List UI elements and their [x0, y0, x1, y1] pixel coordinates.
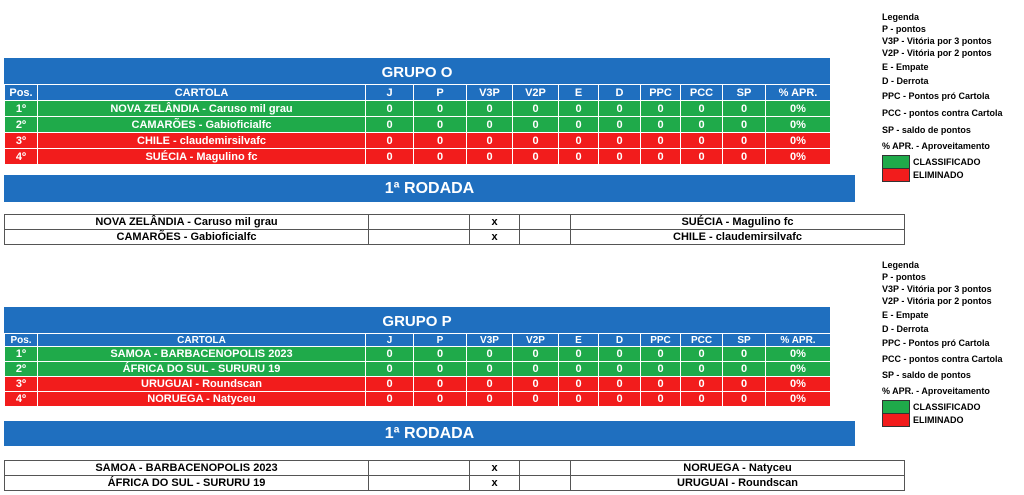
row-p: 0 — [414, 101, 467, 117]
row-p: 0 — [414, 347, 467, 362]
row-apr: 0% — [766, 149, 831, 165]
row-sp: 0 — [723, 362, 766, 377]
table-row — [5, 362, 831, 377]
row-sp: 0 — [723, 149, 766, 165]
table-row — [5, 347, 831, 362]
row-pos: 3º — [5, 377, 38, 392]
matches-table — [4, 214, 905, 245]
match-away: URUGUAI - Roundscan — [571, 476, 905, 491]
row-pos: 2º — [5, 117, 38, 133]
row-apr: 0% — [766, 347, 831, 362]
legend-item: V3P - Vitória por 3 pontos — [882, 36, 992, 46]
col-ppc: PPC — [641, 85, 681, 101]
legend-item: D - Derrota — [882, 324, 929, 334]
row-j: 0 — [366, 392, 414, 407]
row-p: 0 — [414, 149, 467, 165]
row-ppc: 0 — [641, 377, 681, 392]
row-v2p: 0 — [513, 149, 559, 165]
row-pcc: 0 — [681, 392, 723, 407]
row-pcc: 0 — [681, 377, 723, 392]
table-header-row — [5, 334, 831, 347]
row-v2p: 0 — [513, 133, 559, 149]
match-home: SAMOA - BARBACENOPOLIS 2023 — [5, 461, 369, 476]
row-cartola: SUÉCIA - Magulino fc — [38, 149, 366, 165]
group-o-standings — [4, 58, 830, 165]
group-title: GRUPO O — [4, 58, 830, 84]
col-e: E — [559, 85, 599, 101]
eliminated-swatch — [882, 413, 910, 427]
row-v2p: 0 — [513, 392, 559, 407]
row-pcc: 0 — [681, 133, 723, 149]
row-ppc: 0 — [641, 117, 681, 133]
row-cartola: URUGUAI - Roundscan — [38, 377, 366, 392]
row-pcc: 0 — [681, 149, 723, 165]
legend-item: PPC - Pontos pró Cartola — [882, 91, 990, 101]
match-vs: x — [470, 461, 520, 476]
row-d: 0 — [599, 377, 641, 392]
col-cartola: CARTOLA — [38, 85, 366, 101]
row-cartola: CAMARÕES - Gabioficialfc — [38, 117, 366, 133]
legend-item: SP - saldo de pontos — [882, 125, 971, 135]
row-e: 0 — [559, 347, 599, 362]
legend-item: PCC - pontos contra Cartola — [882, 354, 1003, 364]
row-e: 0 — [559, 392, 599, 407]
row-j: 0 — [366, 347, 414, 362]
match-away-score — [520, 230, 571, 245]
row-cartola: NOVA ZELÂNDIA - Caruso mil grau — [38, 101, 366, 117]
legend-item: V2P - Vitória por 2 pontos — [882, 48, 992, 58]
col-p: P — [414, 85, 467, 101]
eliminated-swatch — [882, 168, 910, 182]
legend-item: V2P - Vitória por 2 pontos — [882, 296, 992, 306]
legend — [882, 259, 1024, 426]
row-pos: 3º — [5, 133, 38, 149]
classified-label: CLASSIFICADO — [913, 156, 981, 167]
col-pcc: PCC — [681, 334, 723, 347]
match-away: SUÉCIA - Magulino fc — [571, 215, 905, 230]
match-away-score — [520, 461, 571, 476]
col-v2p: V2P — [513, 85, 559, 101]
row-ppc: 0 — [641, 362, 681, 377]
row-j: 0 — [366, 149, 414, 165]
classified-label: CLASSIFICADO — [913, 401, 981, 412]
legend-item: SP - saldo de pontos — [882, 370, 971, 380]
col-ppc: PPC — [641, 334, 681, 347]
row-j: 0 — [366, 117, 414, 133]
row-sp: 0 — [723, 117, 766, 133]
row-ppc: 0 — [641, 392, 681, 407]
match-away-score — [520, 215, 571, 230]
row-sp: 0 — [723, 347, 766, 362]
table-row — [5, 101, 831, 117]
row-v3p: 0 — [467, 117, 513, 133]
matches-table — [4, 460, 905, 491]
match-home: CAMARÕES - Gabioficialfc — [5, 230, 369, 245]
col-pcc: PCC — [681, 85, 723, 101]
table-header-row — [5, 85, 831, 101]
match-vs: x — [470, 230, 520, 245]
row-cartola: SAMOA - BARBACENOPOLIS 2023 — [38, 347, 366, 362]
legend-item: % APR. - Aproveitamento — [882, 141, 990, 151]
match-home-score — [369, 461, 470, 476]
row-d: 0 — [599, 347, 641, 362]
row-pcc: 0 — [681, 347, 723, 362]
table-row — [5, 117, 831, 133]
row-pos: 2º — [5, 362, 38, 377]
match-away-score — [520, 476, 571, 491]
col-v2p: V2P — [513, 334, 559, 347]
match-row — [5, 215, 905, 230]
match-away: CHILE - claudemirsilvafc — [571, 230, 905, 245]
col-d: D — [599, 334, 641, 347]
row-v3p: 0 — [467, 133, 513, 149]
row-pcc: 0 — [681, 117, 723, 133]
legend-item: PCC - pontos contra Cartola — [882, 108, 1003, 118]
row-apr: 0% — [766, 101, 831, 117]
classified-swatch — [882, 400, 910, 414]
legend-classified — [882, 400, 1024, 413]
row-cartola: ÁFRICA DO SUL - SURURU 19 — [38, 362, 366, 377]
eliminated-label: ELIMINADO — [913, 169, 964, 180]
row-p: 0 — [414, 117, 467, 133]
col-d: D — [599, 85, 641, 101]
row-sp: 0 — [723, 377, 766, 392]
row-cartola: CHILE - claudemirsilvafc — [38, 133, 366, 149]
col-p: P — [414, 334, 467, 347]
row-pos: 1º — [5, 347, 38, 362]
legend-item: E - Empate — [882, 62, 929, 72]
row-d: 0 — [599, 117, 641, 133]
row-v2p: 0 — [513, 117, 559, 133]
row-e: 0 — [559, 377, 599, 392]
row-v3p: 0 — [467, 149, 513, 165]
legend-item: % APR. - Aproveitamento — [882, 386, 990, 396]
row-e: 0 — [559, 149, 599, 165]
row-apr: 0% — [766, 133, 831, 149]
row-apr: 0% — [766, 392, 831, 407]
col-pos: Pos. — [5, 334, 38, 347]
col-j: J — [366, 334, 414, 347]
legend-item: D - Derrota — [882, 76, 929, 86]
row-pcc: 0 — [681, 101, 723, 117]
row-j: 0 — [366, 377, 414, 392]
row-sp: 0 — [723, 133, 766, 149]
match-away: NORUEGA - Natyceu — [571, 461, 905, 476]
row-v3p: 0 — [467, 377, 513, 392]
row-d: 0 — [599, 133, 641, 149]
legend-title: Legenda — [882, 12, 920, 22]
table-row — [5, 149, 831, 165]
legend-item: PPC - Pontos pró Cartola — [882, 338, 990, 348]
row-v2p: 0 — [513, 377, 559, 392]
row-ppc: 0 — [641, 149, 681, 165]
standings-table — [4, 333, 831, 407]
row-pcc: 0 — [681, 362, 723, 377]
match-home-score — [369, 476, 470, 491]
row-pos: 4º — [5, 392, 38, 407]
col-v3p: V3P — [467, 334, 513, 347]
row-v2p: 0 — [513, 362, 559, 377]
group-p-standings — [4, 307, 830, 407]
row-v3p: 0 — [467, 101, 513, 117]
group-title: GRUPO P — [4, 307, 830, 333]
row-pos: 1º — [5, 101, 38, 117]
row-e: 0 — [559, 362, 599, 377]
row-e: 0 — [559, 101, 599, 117]
match-vs: x — [470, 215, 520, 230]
legend — [882, 11, 1024, 181]
match-home-score — [369, 215, 470, 230]
row-apr: 0% — [766, 117, 831, 133]
row-apr: 0% — [766, 362, 831, 377]
col-apr: % APR. — [766, 334, 831, 347]
row-v3p: 0 — [467, 392, 513, 407]
row-cartola: NORUEGA - Natyceu — [38, 392, 366, 407]
row-d: 0 — [599, 392, 641, 407]
standings-table — [4, 84, 831, 165]
legend-eliminated — [882, 413, 1024, 426]
row-pos: 4º — [5, 149, 38, 165]
row-d: 0 — [599, 101, 641, 117]
match-row — [5, 230, 905, 245]
match-row — [5, 476, 905, 491]
row-v3p: 0 — [467, 347, 513, 362]
match-vs: x — [470, 476, 520, 491]
row-v2p: 0 — [513, 347, 559, 362]
row-p: 0 — [414, 377, 467, 392]
row-apr: 0% — [766, 377, 831, 392]
row-sp: 0 — [723, 392, 766, 407]
row-ppc: 0 — [641, 133, 681, 149]
match-row — [5, 461, 905, 476]
round-title-bar: 1ª RODADA — [4, 421, 855, 446]
legend-item: P - pontos — [882, 24, 926, 34]
round-title-bar: 1ª RODADA — [4, 175, 855, 202]
match-home: ÁFRICA DO SUL - SURURU 19 — [5, 476, 369, 491]
col-v3p: V3P — [467, 85, 513, 101]
row-ppc: 0 — [641, 347, 681, 362]
classified-swatch — [882, 155, 910, 169]
row-p: 0 — [414, 133, 467, 149]
col-pos: Pos. — [5, 85, 38, 101]
row-e: 0 — [559, 133, 599, 149]
row-j: 0 — [366, 362, 414, 377]
row-ppc: 0 — [641, 101, 681, 117]
row-p: 0 — [414, 362, 467, 377]
row-j: 0 — [366, 101, 414, 117]
legend-eliminated — [882, 168, 1024, 181]
legend-item: E - Empate — [882, 310, 929, 320]
table-row — [5, 377, 831, 392]
row-j: 0 — [366, 133, 414, 149]
legend-item: P - pontos — [882, 272, 926, 282]
table-row — [5, 133, 831, 149]
row-d: 0 — [599, 149, 641, 165]
col-cartola: CARTOLA — [38, 334, 366, 347]
col-e: E — [559, 334, 599, 347]
col-sp: SP — [723, 85, 766, 101]
legend-item: V3P - Vitória por 3 pontos — [882, 284, 992, 294]
row-v2p: 0 — [513, 101, 559, 117]
match-home-score — [369, 230, 470, 245]
row-v3p: 0 — [467, 362, 513, 377]
row-e: 0 — [559, 117, 599, 133]
row-p: 0 — [414, 392, 467, 407]
col-j: J — [366, 85, 414, 101]
match-home: NOVA ZELÂNDIA - Caruso mil grau — [5, 215, 369, 230]
legend-classified — [882, 155, 1024, 168]
row-sp: 0 — [723, 101, 766, 117]
eliminated-label: ELIMINADO — [913, 414, 964, 425]
legend-title: Legenda — [882, 260, 920, 270]
table-row — [5, 392, 831, 407]
row-d: 0 — [599, 362, 641, 377]
col-apr: % APR. — [766, 85, 831, 101]
col-sp: SP — [723, 334, 766, 347]
